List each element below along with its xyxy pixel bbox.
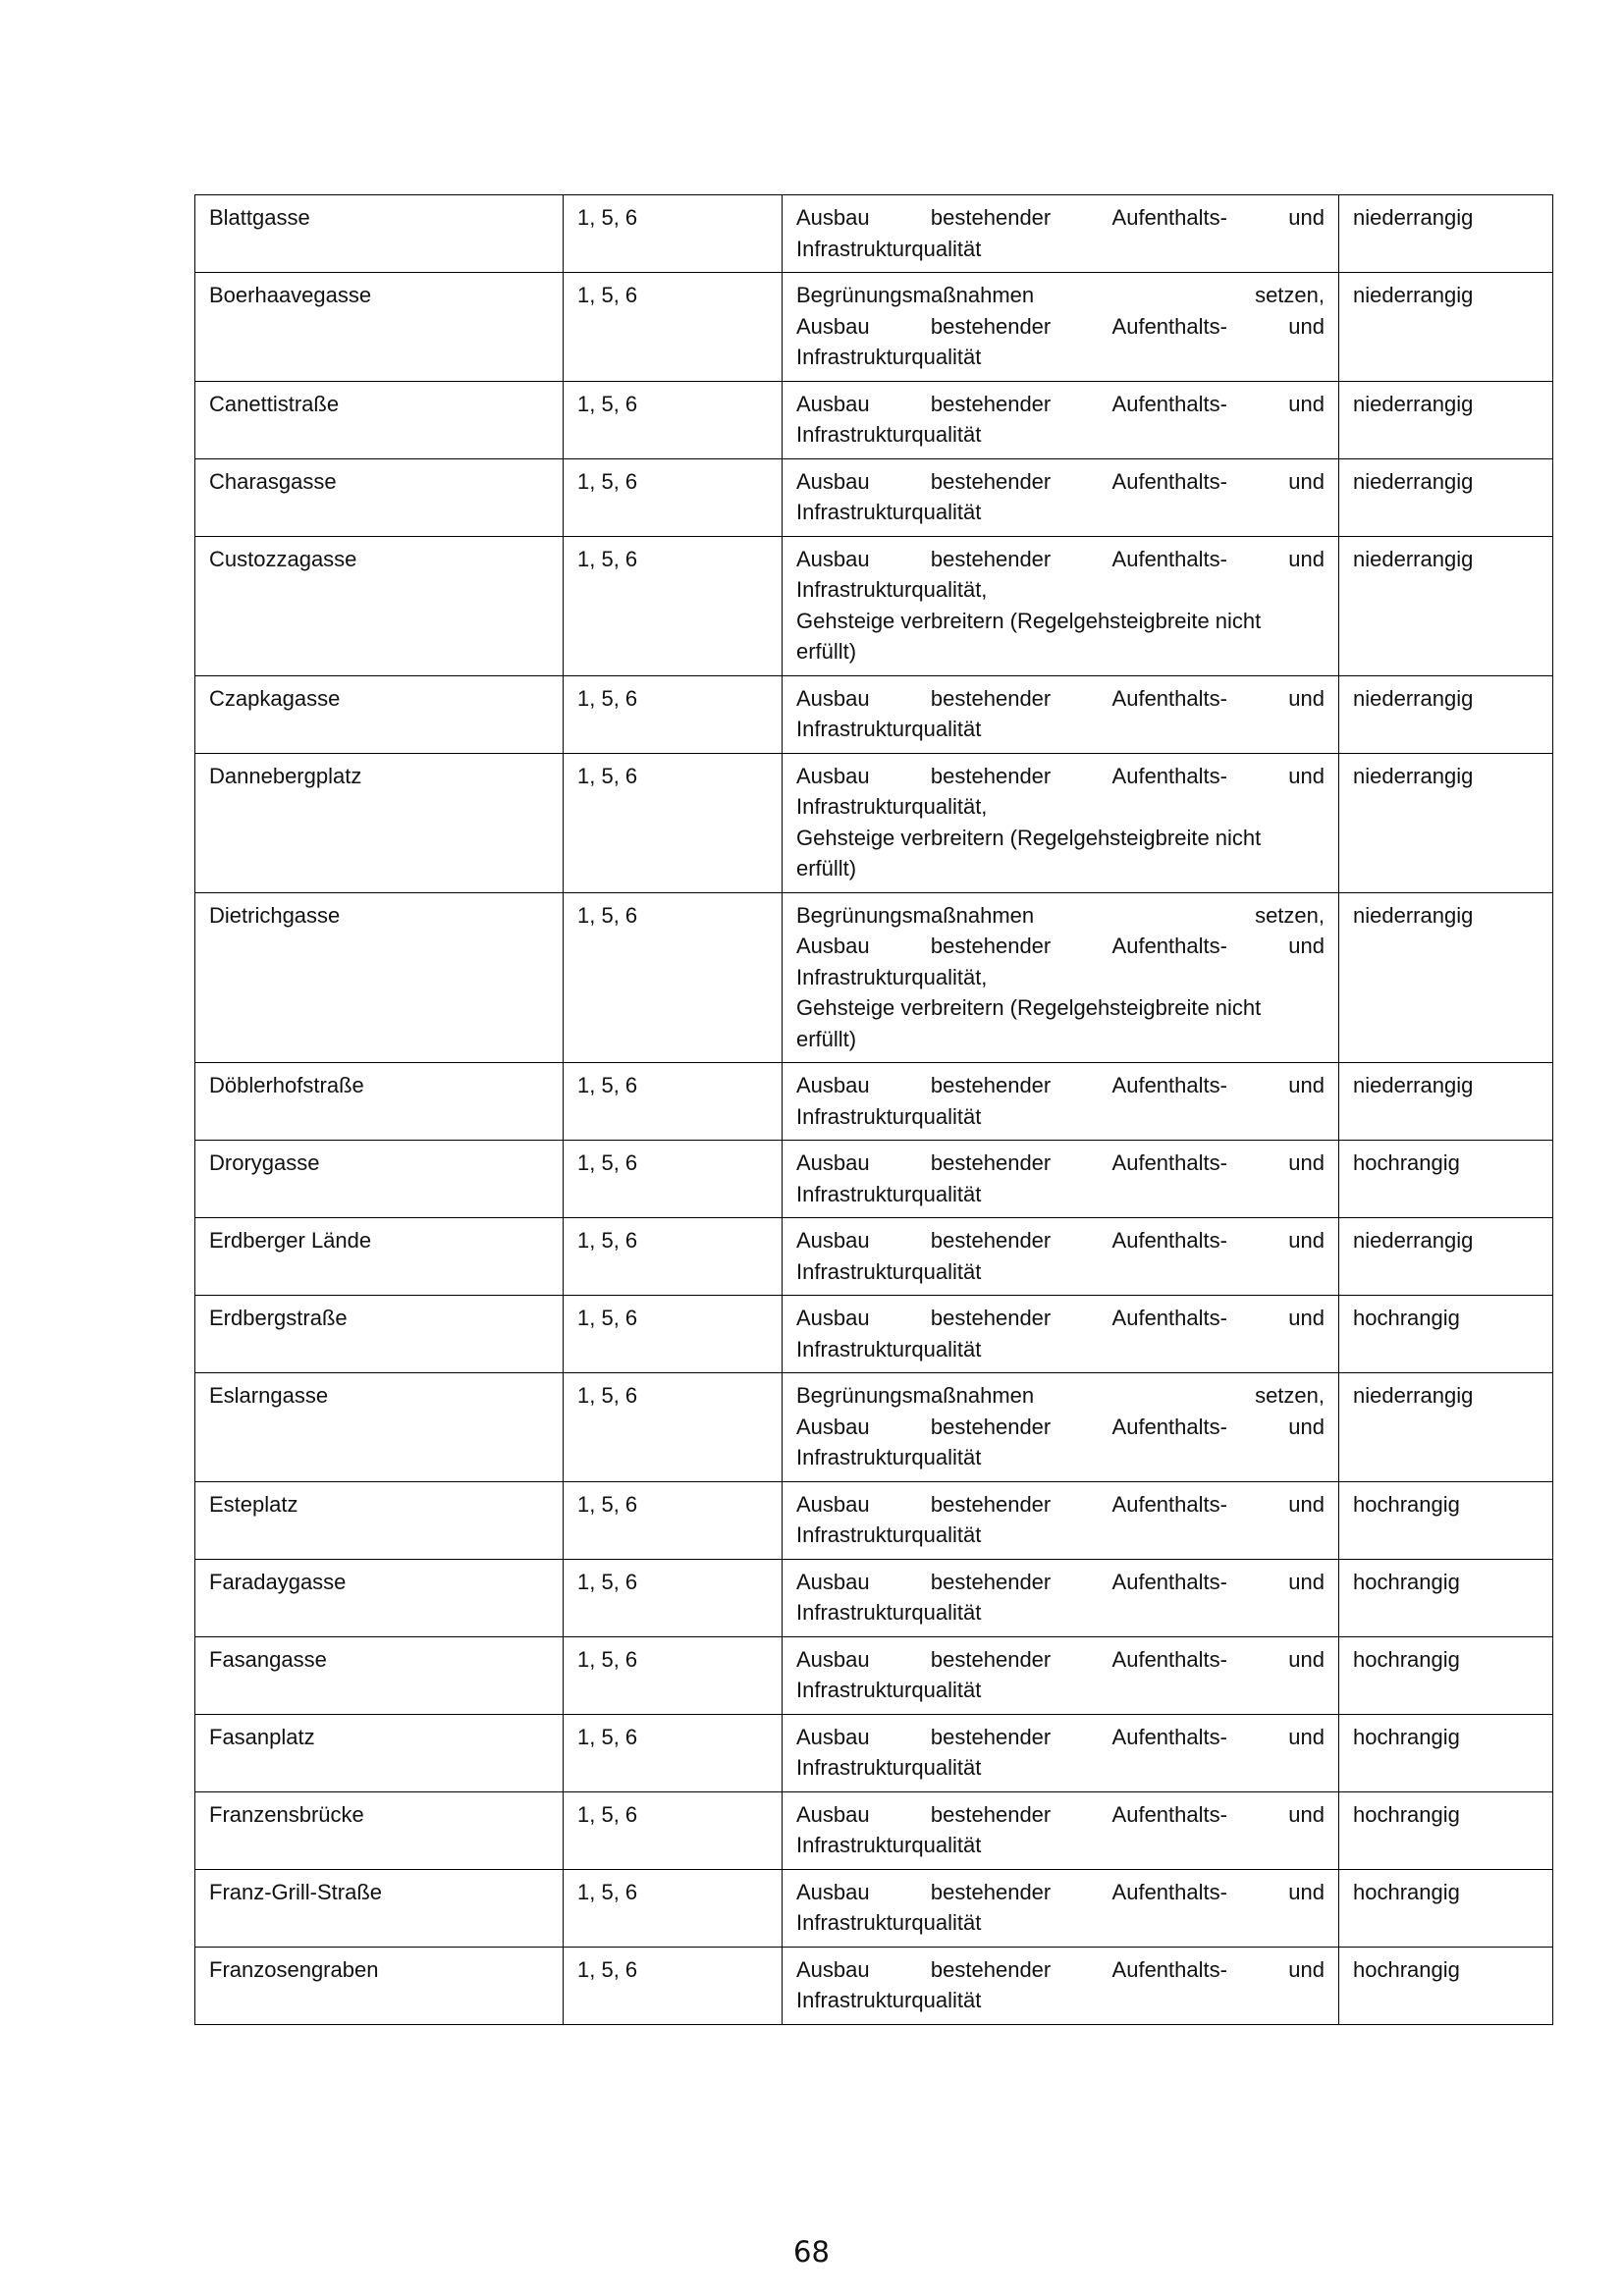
street-name-cell: Franz-Grill-Straße: [195, 1869, 564, 1947]
measures-word: und: [1288, 546, 1325, 571]
criteria-codes-cell: 1, 5, 6: [564, 1714, 783, 1791]
measures-word: Aufenthalts-: [1111, 763, 1227, 788]
street-name-cell: Esteplatz: [195, 1481, 564, 1559]
measures-word: Aufenthalts-: [1111, 1956, 1227, 1982]
measures-word: Aufenthalts-: [1111, 1801, 1227, 1827]
criteria-codes-cell: 1, 5, 6: [564, 1373, 783, 1482]
measures-line: [796, 853, 1325, 884]
measures-word: Ausbau: [796, 1801, 870, 1827]
measures-line: [796, 1954, 1325, 1986]
measures-cell: [783, 675, 1339, 753]
rank-cell: niederrangig: [1339, 536, 1553, 675]
street-name-cell: Döblerhofstraße: [195, 1063, 564, 1141]
measures-cell: [783, 1373, 1339, 1482]
measures-word: bestehender: [930, 763, 1052, 788]
measures-word: Infrastrukturqualität: [796, 1910, 982, 1935]
table-row: [195, 458, 1553, 536]
measures-word: Aufenthalts-: [1111, 1879, 1227, 1904]
measures-line: [796, 1752, 1325, 1784]
table-row: [195, 1141, 1553, 1218]
rank-cell: niederrangig: [1339, 1218, 1553, 1296]
table-row: [195, 1636, 1553, 1714]
measures-cell: [783, 1063, 1339, 1141]
measures-word: und: [1288, 1491, 1325, 1517]
measures-word: und: [1288, 685, 1325, 711]
criteria-codes-cell: 1, 5, 6: [564, 195, 783, 273]
measures-word: Aufenthalts-: [1111, 1569, 1227, 1594]
measures-word: bestehender: [930, 1073, 1052, 1097]
criteria-codes-cell: 1, 5, 6: [564, 273, 783, 382]
measures-word: Infrastrukturqualität: [796, 1833, 982, 1857]
measures-cell: [783, 753, 1339, 892]
measures-word: Aufenthalts-: [1111, 1306, 1227, 1330]
measures-word: bestehender: [930, 1150, 1052, 1175]
measures-word: bestehender: [930, 1724, 1052, 1749]
measures-word: Aufenthalts-: [1111, 468, 1227, 494]
rank-cell: hochrangig: [1339, 1791, 1553, 1869]
measures-word: Aufenthalts-: [1111, 546, 1227, 571]
table-row: [195, 1947, 1553, 2024]
measures-word: Ausbau: [796, 685, 870, 711]
measures-line: [796, 1070, 1325, 1101]
street-name-cell: Fasangasse: [195, 1636, 564, 1714]
measures-word: und: [1288, 468, 1325, 494]
measures-line: [796, 931, 1325, 962]
measures-cell: [783, 195, 1339, 273]
measures-word: Ausbau: [796, 546, 870, 571]
street-name-cell: Custozzagasse: [195, 536, 564, 675]
measures-word: Gehsteige verbreitern (Regelgehsteigbreite nicht: [796, 995, 1262, 1020]
table-row: [195, 1559, 1553, 1636]
criteria-codes-cell: 1, 5, 6: [564, 892, 783, 1063]
street-name-cell: Fasanplatz: [195, 1714, 564, 1791]
measures-line: [796, 1303, 1325, 1334]
measures-word: und: [1288, 205, 1325, 230]
measures-line: [796, 419, 1325, 451]
table-row: [195, 753, 1553, 892]
rank-cell: hochrangig: [1339, 1141, 1553, 1218]
measures-word: und: [1288, 934, 1325, 958]
measures-word: Begrünungsmaßnahmen: [796, 902, 1035, 928]
measures-word: Ausbau: [796, 1879, 870, 1904]
rank-cell: hochrangig: [1339, 1481, 1553, 1559]
measures-word: und: [1288, 1724, 1325, 1749]
measures-line: [796, 1179, 1325, 1210]
measures-line: [796, 1148, 1325, 1179]
measures-line: [796, 1799, 1325, 1831]
criteria-codes-cell: 1, 5, 6: [564, 1791, 783, 1869]
page-number: 68: [793, 2235, 830, 2269]
measures-word: bestehender: [930, 1491, 1052, 1517]
rank-cell: hochrangig: [1339, 1296, 1553, 1373]
measures-cell: [783, 458, 1339, 536]
measures-line: [796, 280, 1325, 311]
measures-line: [796, 544, 1325, 575]
measures-word: Gehsteige verbreitern (Regelgehsteigbreite nicht: [796, 825, 1262, 850]
measures-word: bestehender: [930, 1306, 1052, 1330]
measures-word: bestehender: [930, 1228, 1052, 1253]
measures-cell: [783, 1218, 1339, 1296]
measures-word: Aufenthalts-: [1111, 1646, 1227, 1672]
measures-word: Infrastrukturqualität: [796, 1988, 982, 2012]
measures-cell: [783, 381, 1339, 458]
criteria-codes-cell: 1, 5, 6: [564, 458, 783, 536]
measures-word: bestehender: [930, 468, 1052, 494]
measures-cell: [783, 1296, 1339, 1373]
measures-line: [796, 606, 1325, 637]
measures-word: Infrastrukturqualität: [796, 717, 982, 741]
measures-word: Aufenthalts-: [1111, 1150, 1227, 1175]
measures-line: [796, 1830, 1325, 1861]
measures-word: Ausbau: [796, 1306, 870, 1330]
measures-word: und: [1288, 763, 1325, 788]
street-measures-table-wrapper: [194, 194, 1474, 2025]
measures-word: Ausbau: [796, 1150, 870, 1175]
measures-word: Aufenthalts-: [1111, 1491, 1227, 1517]
measures-word: Ausbau: [796, 1569, 870, 1594]
street-name-cell: Boerhaavegasse: [195, 273, 564, 382]
measures-word: Infrastrukturqualität: [796, 422, 982, 447]
measures-word: Aufenthalts-: [1111, 391, 1227, 416]
measures-line: [796, 1985, 1325, 2016]
table-row: [195, 1373, 1553, 1482]
measures-line: [796, 1597, 1325, 1629]
measures-word: und: [1288, 1956, 1325, 1982]
measures-word: Infrastrukturqualität: [796, 1103, 982, 1129]
table-row: [195, 381, 1553, 458]
table-row: [195, 675, 1553, 753]
measures-line: [796, 574, 1325, 606]
measures-line: [796, 1412, 1325, 1443]
measures-word: Ausbau: [796, 1646, 870, 1672]
table-row: [195, 1296, 1553, 1373]
street-name-cell: Franzensbrücke: [195, 1791, 564, 1869]
measures-word: und: [1288, 1801, 1325, 1827]
measures-line: [796, 823, 1325, 854]
table-row: [195, 892, 1553, 1063]
measures-word: Infrastrukturqualität,: [796, 577, 988, 602]
table-row: [195, 273, 1553, 382]
measures-word: Aufenthalts-: [1111, 685, 1227, 711]
rank-cell: hochrangig: [1339, 1559, 1553, 1636]
measures-word: bestehender: [930, 313, 1052, 339]
measures-word: und: [1288, 1646, 1325, 1672]
street-name-cell: Dannebergplatz: [195, 753, 564, 892]
table-row: [195, 1218, 1553, 1296]
measures-line: [796, 466, 1325, 498]
measures-word: und: [1288, 1414, 1325, 1439]
criteria-codes-cell: 1, 5, 6: [564, 1141, 783, 1218]
measures-cell: [783, 1559, 1339, 1636]
criteria-codes-cell: 1, 5, 6: [564, 1063, 783, 1141]
measures-line: [796, 714, 1325, 745]
criteria-codes-cell: 1, 5, 6: [564, 1296, 783, 1373]
table-row: [195, 1063, 1553, 1141]
measures-line: [796, 1225, 1325, 1256]
table-row: [195, 1791, 1553, 1869]
street-name-cell: Charasgasse: [195, 458, 564, 536]
street-name-cell: Erdberger Lände: [195, 1218, 564, 1296]
measures-cell: [783, 892, 1339, 1063]
criteria-codes-cell: 1, 5, 6: [564, 1947, 783, 2024]
measures-cell: [783, 273, 1339, 382]
measures-line: [796, 1489, 1325, 1521]
measures-word: erfüllt): [796, 639, 857, 664]
criteria-codes-cell: 1, 5, 6: [564, 753, 783, 892]
measures-line: [796, 992, 1325, 1024]
rank-cell: hochrangig: [1339, 1947, 1553, 2024]
measures-word: Ausbau: [796, 1073, 870, 1097]
measures-word: Aufenthalts-: [1111, 205, 1227, 230]
measures-word: Ausbau: [796, 313, 870, 339]
measures-word: und: [1288, 313, 1325, 339]
measures-line: [796, 234, 1325, 265]
measures-cell: [783, 536, 1339, 675]
measures-word: Aufenthalts-: [1111, 1073, 1227, 1097]
measures-word: bestehender: [930, 1414, 1052, 1439]
street-name-cell: Erdbergstraße: [195, 1296, 564, 1373]
measures-line: [796, 202, 1325, 234]
rank-cell: hochrangig: [1339, 1714, 1553, 1791]
measures-word: Infrastrukturqualität: [796, 345, 982, 369]
measures-cell: [783, 1869, 1339, 1947]
measures-word: Infrastrukturqualität: [796, 1336, 982, 1362]
street-name-cell: Drorygasse: [195, 1141, 564, 1218]
measures-word: und: [1288, 391, 1325, 416]
measures-line: [796, 1907, 1325, 1939]
table-body: [195, 195, 1553, 2025]
measures-word: Infrastrukturqualität,: [796, 794, 988, 819]
measures-word: Ausbau: [796, 468, 870, 494]
measures-word: und: [1288, 1150, 1325, 1175]
table-row: [195, 536, 1553, 675]
criteria-codes-cell: 1, 5, 6: [564, 1636, 783, 1714]
measures-word: und: [1288, 1306, 1325, 1330]
measures-line: [796, 342, 1325, 373]
criteria-codes-cell: 1, 5, 6: [564, 536, 783, 675]
street-name-cell: Franzosengraben: [195, 1947, 564, 2024]
measures-word: Ausbau: [796, 1228, 870, 1253]
criteria-codes-cell: 1, 5, 6: [564, 675, 783, 753]
measures-word: Infrastrukturqualität: [796, 1678, 982, 1702]
street-measures-table: [194, 194, 1553, 2025]
measures-word: bestehender: [930, 1569, 1052, 1594]
measures-word: und: [1288, 1879, 1325, 1904]
rank-cell: niederrangig: [1339, 892, 1553, 1063]
measures-word: Infrastrukturqualität: [796, 1181, 982, 1206]
measures-line: [796, 1644, 1325, 1676]
measures-word: Begrünungsmaßnahmen: [796, 283, 1035, 307]
measures-cell: [783, 1714, 1339, 1791]
rank-cell: niederrangig: [1339, 458, 1553, 536]
street-name-cell: Faradaygasse: [195, 1559, 564, 1636]
measures-line: [796, 761, 1325, 792]
measures-word: Ausbau: [796, 205, 870, 230]
rank-cell: niederrangig: [1339, 273, 1553, 382]
measures-word: Ausbau: [796, 1414, 870, 1439]
measures-word: erfüllt): [796, 856, 857, 881]
rank-cell: niederrangig: [1339, 1063, 1553, 1141]
measures-line: [796, 1567, 1325, 1598]
measures-word: Aufenthalts-: [1111, 1228, 1227, 1253]
rank-cell: hochrangig: [1339, 1636, 1553, 1714]
street-name-cell: Blattgasse: [195, 195, 564, 273]
measures-word: und: [1288, 1073, 1325, 1097]
measures-line: [796, 1520, 1325, 1551]
rank-cell: niederrangig: [1339, 381, 1553, 458]
measures-word: bestehender: [930, 1646, 1052, 1672]
measures-line: [796, 683, 1325, 715]
measures-line: [796, 636, 1325, 667]
measures-cell: [783, 1481, 1339, 1559]
street-name-cell: Czapkagasse: [195, 675, 564, 753]
rank-cell: niederrangig: [1339, 675, 1553, 753]
measures-word: Infrastrukturqualität: [796, 1755, 982, 1780]
criteria-codes-cell: 1, 5, 6: [564, 1559, 783, 1636]
measures-line: [796, 497, 1325, 528]
measures-word: Infrastrukturqualität: [796, 1445, 982, 1469]
measures-word: setzen,: [1255, 283, 1325, 307]
street-name-cell: Canettistraße: [195, 381, 564, 458]
measures-line: [796, 1334, 1325, 1365]
measures-word: und: [1288, 1569, 1325, 1594]
street-name-cell: Dietrichgasse: [195, 892, 564, 1063]
measures-word: Infrastrukturqualität: [796, 1258, 982, 1284]
measures-word: Aufenthalts-: [1111, 1414, 1227, 1439]
measures-word: Infrastrukturqualität: [796, 236, 982, 261]
measures-word: Ausbau: [796, 934, 870, 958]
measures-line: [796, 791, 1325, 823]
table-row: [195, 1714, 1553, 1791]
measures-line: [796, 1877, 1325, 1908]
rank-cell: niederrangig: [1339, 753, 1553, 892]
measures-line: [796, 311, 1325, 343]
criteria-codes-cell: 1, 5, 6: [564, 1481, 783, 1559]
measures-word: Aufenthalts-: [1111, 934, 1227, 958]
measures-word: Infrastrukturqualität: [796, 500, 982, 524]
criteria-codes-cell: 1, 5, 6: [564, 381, 783, 458]
measures-word: bestehender: [930, 1956, 1052, 1982]
measures-cell: [783, 1636, 1339, 1714]
measures-word: erfüllt): [796, 1026, 857, 1051]
measures-word: bestehender: [930, 685, 1052, 711]
measures-word: Ausbau: [796, 763, 870, 788]
measures-line: [796, 962, 1325, 993]
measures-line: [796, 1675, 1325, 1706]
measures-cell: [783, 1947, 1339, 2024]
measures-word: setzen,: [1255, 902, 1325, 928]
measures-word: bestehender: [930, 205, 1052, 230]
measures-word: Infrastrukturqualität,: [796, 964, 988, 989]
criteria-codes-cell: 1, 5, 6: [564, 1218, 783, 1296]
measures-word: Ausbau: [796, 1956, 870, 1982]
rank-cell: niederrangig: [1339, 195, 1553, 273]
measures-word: bestehender: [930, 546, 1052, 571]
measures-word: Infrastrukturqualität: [796, 1600, 982, 1625]
measures-cell: [783, 1141, 1339, 1218]
table-row: [195, 1481, 1553, 1559]
measures-word: Ausbau: [796, 1724, 870, 1749]
measures-word: Gehsteige verbreitern (Regelgehsteigbreite nicht: [796, 608, 1262, 633]
measures-word: Aufenthalts-: [1111, 313, 1227, 339]
measures-word: bestehender: [930, 934, 1052, 958]
measures-line: [796, 389, 1325, 420]
rank-cell: niederrangig: [1339, 1373, 1553, 1482]
table-row: [195, 195, 1553, 273]
measures-line: [796, 900, 1325, 932]
measures-word: Ausbau: [796, 391, 870, 416]
street-name-cell: Eslarngasse: [195, 1373, 564, 1482]
measures-word: setzen,: [1255, 1383, 1325, 1408]
table-row: [195, 1869, 1553, 1947]
measures-word: Infrastrukturqualität: [796, 1522, 982, 1547]
measures-word: Ausbau: [796, 1491, 870, 1517]
measures-word: bestehender: [930, 391, 1052, 416]
measures-word: bestehender: [930, 1801, 1052, 1827]
measures-line: [796, 1722, 1325, 1753]
measures-word: bestehender: [930, 1879, 1052, 1904]
measures-word: Aufenthalts-: [1111, 1724, 1227, 1749]
measures-word: Begrünungsmaßnahmen: [796, 1383, 1035, 1408]
measures-cell: [783, 1791, 1339, 1869]
measures-line: [796, 1442, 1325, 1473]
measures-line: [796, 1101, 1325, 1133]
measures-line: [796, 1380, 1325, 1412]
measures-word: und: [1288, 1228, 1325, 1253]
measures-line: [796, 1256, 1325, 1288]
rank-cell: hochrangig: [1339, 1869, 1553, 1947]
criteria-codes-cell: 1, 5, 6: [564, 1869, 783, 1947]
measures-line: [796, 1024, 1325, 1055]
